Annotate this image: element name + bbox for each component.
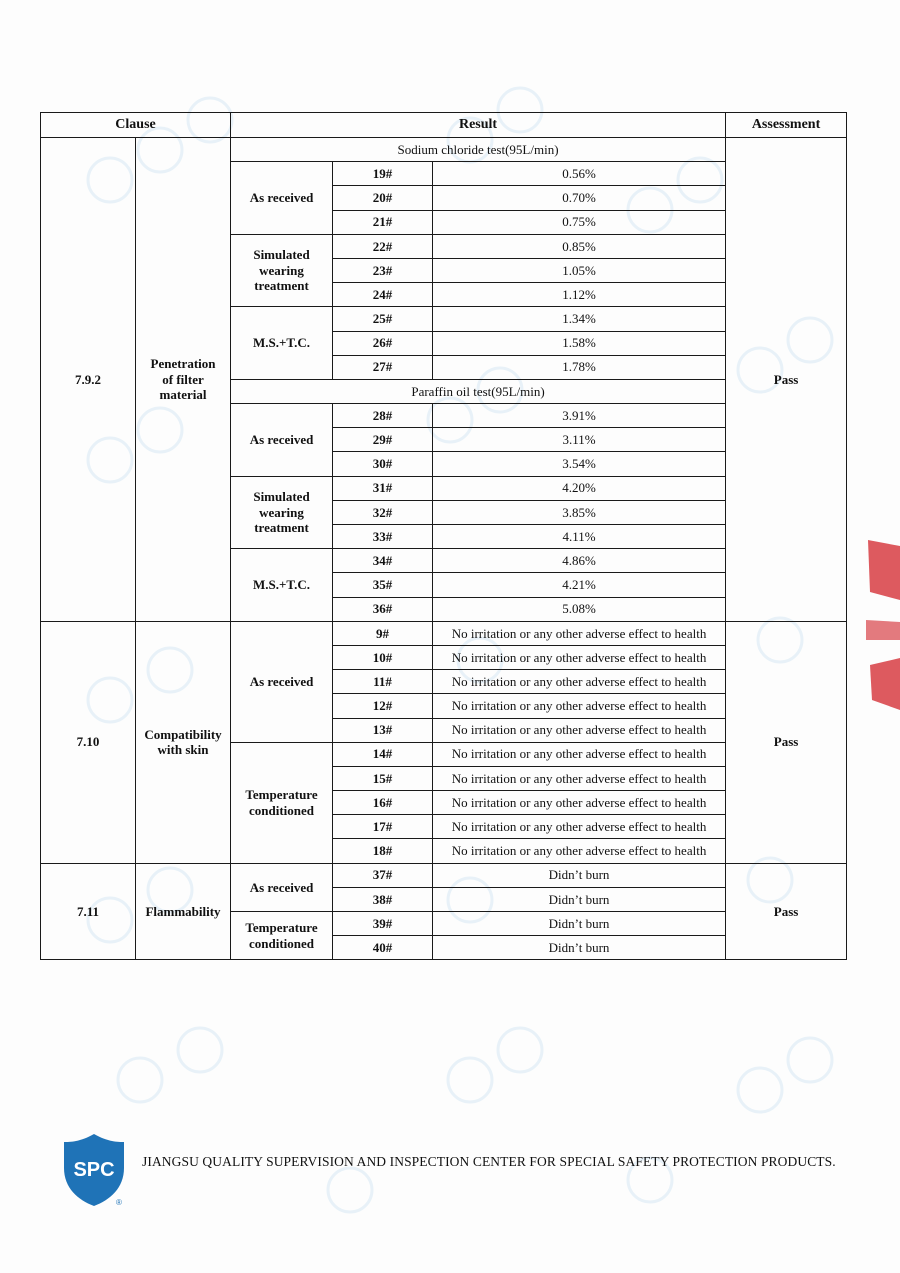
- result-value: No irritation or any other adverse effect to health: [433, 815, 726, 839]
- result-value: 0.56%: [433, 162, 726, 186]
- sample-id: 17#: [333, 815, 433, 839]
- sample-id: 29#: [333, 428, 433, 452]
- result-value: 3.85%: [433, 500, 726, 524]
- sample-id: 23#: [333, 258, 433, 282]
- condition-label: M.S.+T.C.: [231, 549, 333, 622]
- test-subheading: Paraffin oil test(95L/min): [231, 379, 726, 403]
- header-result: Result: [231, 113, 726, 138]
- result-value: No irritation or any other adverse effect to health: [433, 839, 726, 863]
- sample-id: 40#: [333, 936, 433, 960]
- logo-text: SPC: [73, 1159, 115, 1181]
- sample-id: 21#: [333, 210, 433, 234]
- test-results-table: [40, 112, 847, 960]
- condition-label: As received: [231, 162, 333, 235]
- result-value: 3.54%: [433, 452, 726, 476]
- result-value: 3.91%: [433, 404, 726, 428]
- sample-id: 26#: [333, 331, 433, 355]
- organization-name: JIANGSU QUALITY SUPERVISION AND INSPECTION CENTER FOR SPECIAL SAFETY PROTECTION PRODUCTS.: [142, 1154, 836, 1169]
- result-value: 4.20%: [433, 476, 726, 500]
- sample-id: 25#: [333, 307, 433, 331]
- condition-label: As received: [231, 863, 333, 911]
- sample-id: 39#: [333, 912, 433, 936]
- result-value: 4.21%: [433, 573, 726, 597]
- result-value: No irritation or any other adverse effect to health: [433, 718, 726, 742]
- spc-shield-logo-icon: [62, 1132, 126, 1208]
- sample-id: 14#: [333, 742, 433, 766]
- condition-label: Simulated wearing treatment: [231, 234, 333, 307]
- result-value: 1.78%: [433, 355, 726, 379]
- header-row: [41, 113, 847, 138]
- result-value: No irritation or any other adverse effect to health: [433, 621, 726, 645]
- result-value: 1.34%: [433, 307, 726, 331]
- result-value: 0.75%: [433, 210, 726, 234]
- sample-id: 24#: [333, 283, 433, 307]
- svg-text:®: ®: [116, 1198, 122, 1207]
- sample-id: 35#: [333, 573, 433, 597]
- result-value: 4.11%: [433, 525, 726, 549]
- assessment-value: Pass: [726, 138, 847, 622]
- condition-label: As received: [231, 621, 333, 742]
- clause-title: Flammability: [136, 863, 231, 960]
- result-value: 4.86%: [433, 549, 726, 573]
- result-value: No irritation or any other adverse effect to health: [433, 670, 726, 694]
- result-value: 1.05%: [433, 258, 726, 282]
- sample-id: 28#: [333, 404, 433, 428]
- result-value: Didn’t burn: [433, 887, 726, 911]
- table-row: [41, 621, 847, 645]
- sample-id: 9#: [333, 621, 433, 645]
- sample-id: 16#: [333, 791, 433, 815]
- condition-label: Simulated wearing treatment: [231, 476, 333, 549]
- condition-label: Temperature conditioned: [231, 912, 333, 960]
- header-assessment: Assessment: [726, 113, 847, 138]
- sample-id: 38#: [333, 887, 433, 911]
- result-value: Didn’t burn: [433, 912, 726, 936]
- header-clause: Clause: [41, 113, 231, 138]
- sample-id: 11#: [333, 670, 433, 694]
- result-value: No irritation or any other adverse effect to health: [433, 791, 726, 815]
- sample-id: 20#: [333, 186, 433, 210]
- sample-id: 10#: [333, 645, 433, 669]
- footer: [62, 1132, 852, 1212]
- result-value: 1.58%: [433, 331, 726, 355]
- clause-title: Compatibility with skin: [136, 621, 231, 863]
- table-row: [41, 138, 847, 162]
- condition-label: Temperature conditioned: [231, 742, 333, 863]
- result-value: No irritation or any other adverse effect to health: [433, 766, 726, 790]
- result-value: 1.12%: [433, 283, 726, 307]
- sample-id: 22#: [333, 234, 433, 258]
- sample-id: 31#: [333, 476, 433, 500]
- sample-id: 18#: [333, 839, 433, 863]
- sample-id: 19#: [333, 162, 433, 186]
- result-value: 0.85%: [433, 234, 726, 258]
- sample-id: 12#: [333, 694, 433, 718]
- sample-id: 32#: [333, 500, 433, 524]
- clause-title: Penetration of filter material: [136, 138, 231, 622]
- result-value: No irritation or any other adverse effect to health: [433, 645, 726, 669]
- sample-id: 27#: [333, 355, 433, 379]
- sample-id: 30#: [333, 452, 433, 476]
- condition-label: As received: [231, 404, 333, 477]
- result-value: Didn’t burn: [433, 936, 726, 960]
- sample-id: 36#: [333, 597, 433, 621]
- clause-number: 7.9.2: [41, 138, 136, 622]
- table-row: [41, 863, 847, 887]
- result-value: 5.08%: [433, 597, 726, 621]
- result-value: No irritation or any other adverse effect to health: [433, 742, 726, 766]
- test-subheading: Sodium chloride test(95L/min): [231, 138, 726, 162]
- result-value: 0.70%: [433, 186, 726, 210]
- condition-label: M.S.+T.C.: [231, 307, 333, 380]
- assessment-value: Pass: [726, 863, 847, 960]
- clause-number: 7.11: [41, 863, 136, 960]
- red-stamp-icon: [858, 540, 900, 710]
- sample-id: 13#: [333, 718, 433, 742]
- sample-id: 15#: [333, 766, 433, 790]
- sample-id: 37#: [333, 863, 433, 887]
- result-value: 3.11%: [433, 428, 726, 452]
- result-value: Didn’t burn: [433, 863, 726, 887]
- sample-id: 34#: [333, 549, 433, 573]
- sample-id: 33#: [333, 525, 433, 549]
- assessment-value: Pass: [726, 621, 847, 863]
- result-value: No irritation or any other adverse effect to health: [433, 694, 726, 718]
- clause-number: 7.10: [41, 621, 136, 863]
